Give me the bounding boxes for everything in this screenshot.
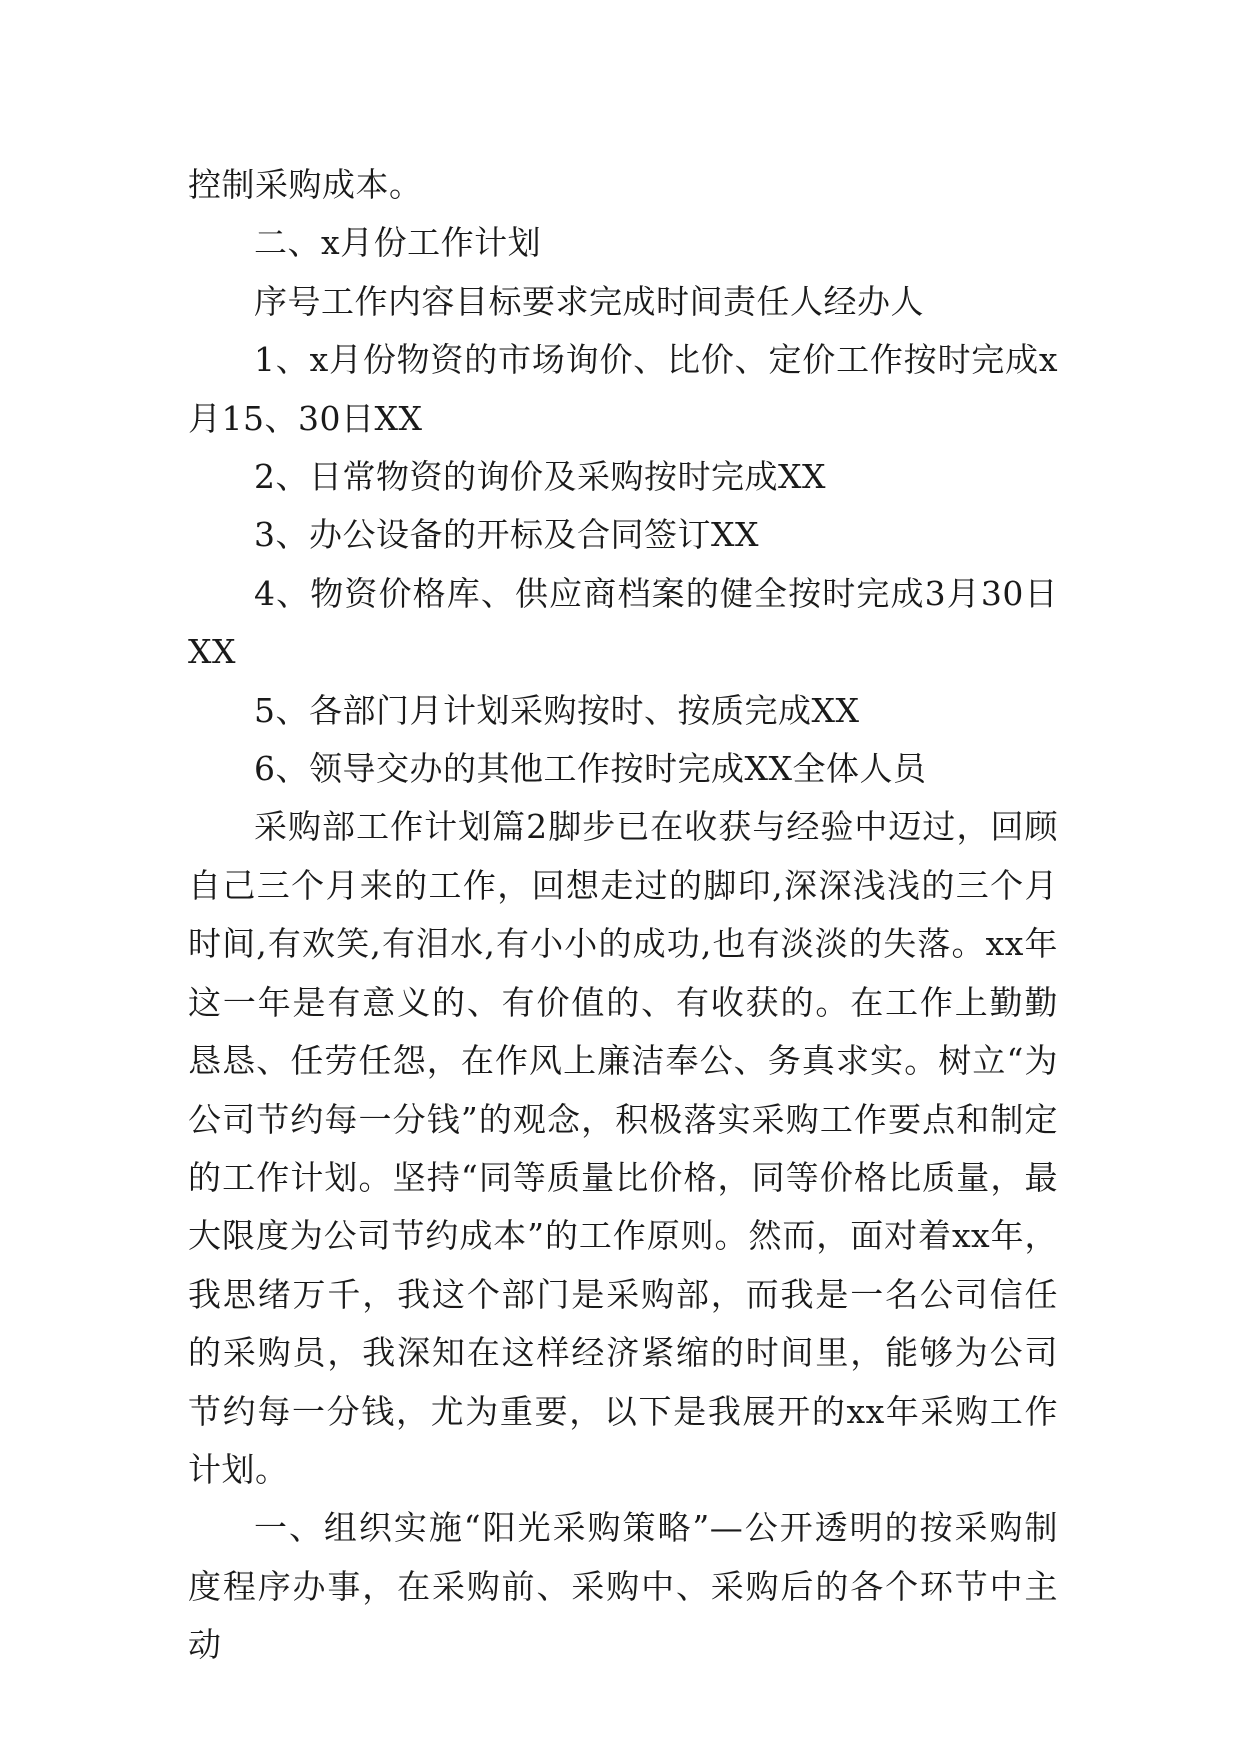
plan-item: 4、物资价格库、供应商档案的健全按时完成3月30日XX <box>188 573 1058 672</box>
plan-item: 6、领导交办的其他工作按时完成XX全体人员 <box>254 749 927 789</box>
paragraph: 一、组织实施“阳光采购策略”—公开透明的按采购制度程序办事，在采购前、采购中、采购后的各个环节中主动 <box>188 1508 1058 1665</box>
document-body <box>188 156 1058 1675</box>
plan-item: 3、办公设备的开标及合同签订XX <box>254 515 759 555</box>
table-header-line: 序号工作内容目标要求完成时间责任人经办人 <box>254 281 924 321</box>
plan-item: 1、x月份物资的市场询价、比价、定价工作按时完成x月15、30日XX <box>188 340 1058 438</box>
section-heading: 二、x月份工作计划 <box>254 223 542 263</box>
paragraph: 控制采购成本。 <box>188 165 423 204</box>
plan-item: 2、日常物资的询价及采购按时完成XX <box>254 457 826 497</box>
plan-item: 5、各部门月计划采购按时、按质完成XX <box>254 690 860 730</box>
paragraph: 采购部工作计划篇2脚步已在收获与经验中迈过，回顾自己三个月来的工作，回想走过的脚印,深深浅浅的三个月时间,有欢笑,有泪水,有小小的成功,也有淡淡的失落。xx年这一年是有意义的、有价值的、有收获的。在工作上勤勤恳恳、任劳任怨，在作风上廉洁奉公、务真求实。树立“为公司节约每一分钱”的观念，积极落实采购工作要点和制定的工作计划。坚持“同等质量比价格，同等价格比质量，最大限度为公司节约成本”的工作原则。然而，面对着xx年，我思绪万千，我这个部门是采购部，而我是一名公司信任的采购员，我深知在这样经济紧缩的时间里，能够为公司节约每一分钱，尤为重要，以下是我展开的xx年采购工作计划。 <box>188 807 1058 1489</box>
